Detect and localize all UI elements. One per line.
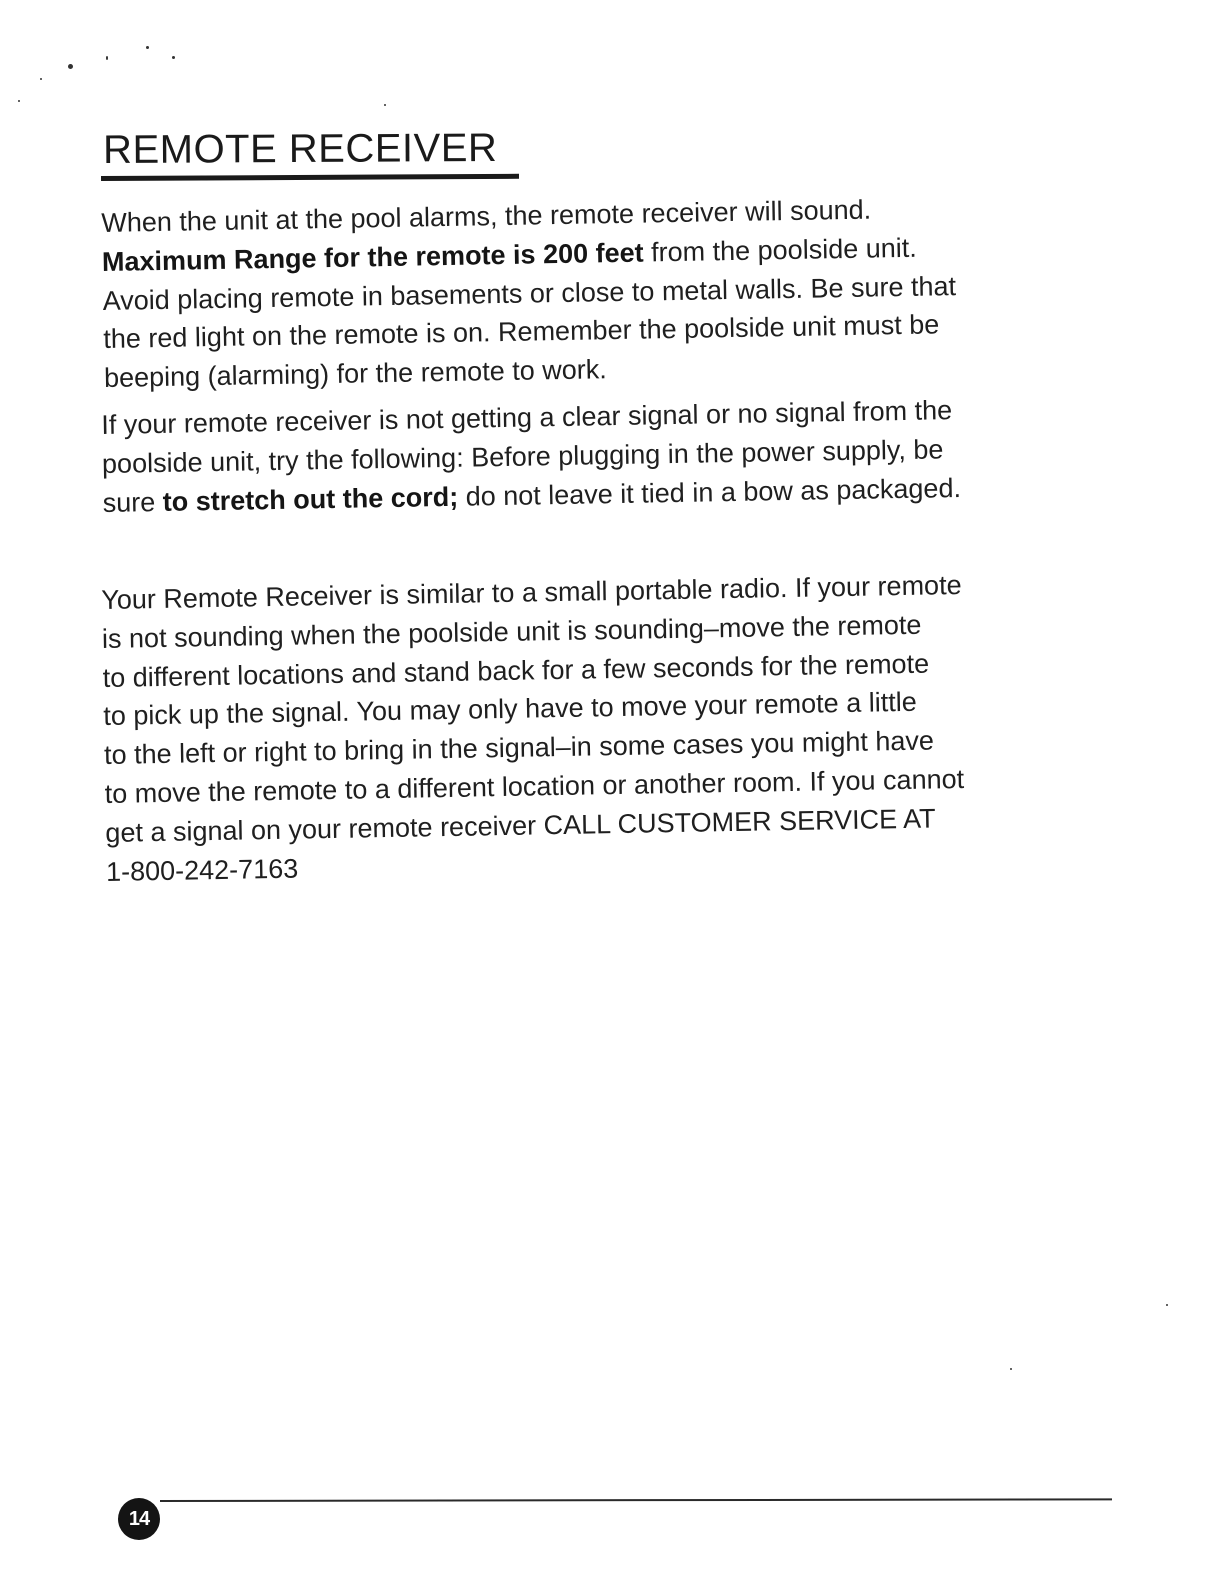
text-line: to pick up the signal. You may only have to move your remote a little	[103, 687, 917, 732]
text-line: to the left or right to bring in the signal–in some cases you might have	[103, 725, 935, 771]
text-line: get a signal on your remote receiver CALL CUSTOMER SERVICE AT	[105, 803, 936, 848]
page-title: REMOTE RECEIVER	[103, 125, 498, 172]
paragraph-range	[101, 189, 958, 398]
text-line: Maximum Range for the remote is 200 feet from the poolside unit.	[101, 232, 917, 277]
paragraph-troubleshooting	[101, 566, 967, 891]
page-number-badge	[118, 1498, 160, 1540]
text-line: to move the remote to a different location or another room. If you cannot	[104, 763, 965, 809]
text-line: sure to stretch out the cord; do not leave it tied in a bow as packaged.	[102, 472, 962, 518]
page-number: 14	[128, 1507, 150, 1530]
paragraph-signal	[101, 391, 961, 522]
text-line: beeping (alarming) for the remote to work.	[103, 354, 607, 394]
cord-emphasis: to stretch out the cord;	[162, 481, 459, 517]
text-line: is not sounding when the poolside unit is sounding–move the remote	[101, 609, 922, 654]
text-line: Avoid placing remote in basements or close to metal walls. Be sure that	[102, 270, 957, 316]
customer-service-phone: 1-800-242-7163	[105, 853, 299, 887]
text-line: to different locations and stand back for a few seconds for the remote	[102, 648, 930, 693]
text-line: Your Remote Receiver is similar to a small portable radio. If your remote	[101, 569, 962, 615]
title-underline	[101, 174, 519, 181]
text-line: When the unit at the pool alarms, the remote receiver will sound.	[101, 194, 872, 238]
range-emphasis: Maximum Range for the remote is 200 feet	[101, 237, 644, 277]
text-line: If your remote receiver is not getting a clear signal or no signal from the	[101, 395, 953, 440]
text-line: poolside unit, try the following: Before plugging in the power supply, be	[101, 434, 944, 479]
footer-rule	[160, 1498, 1112, 1502]
text-line: the red light on the remote is on. Remember the poolside unit must be	[103, 309, 940, 355]
